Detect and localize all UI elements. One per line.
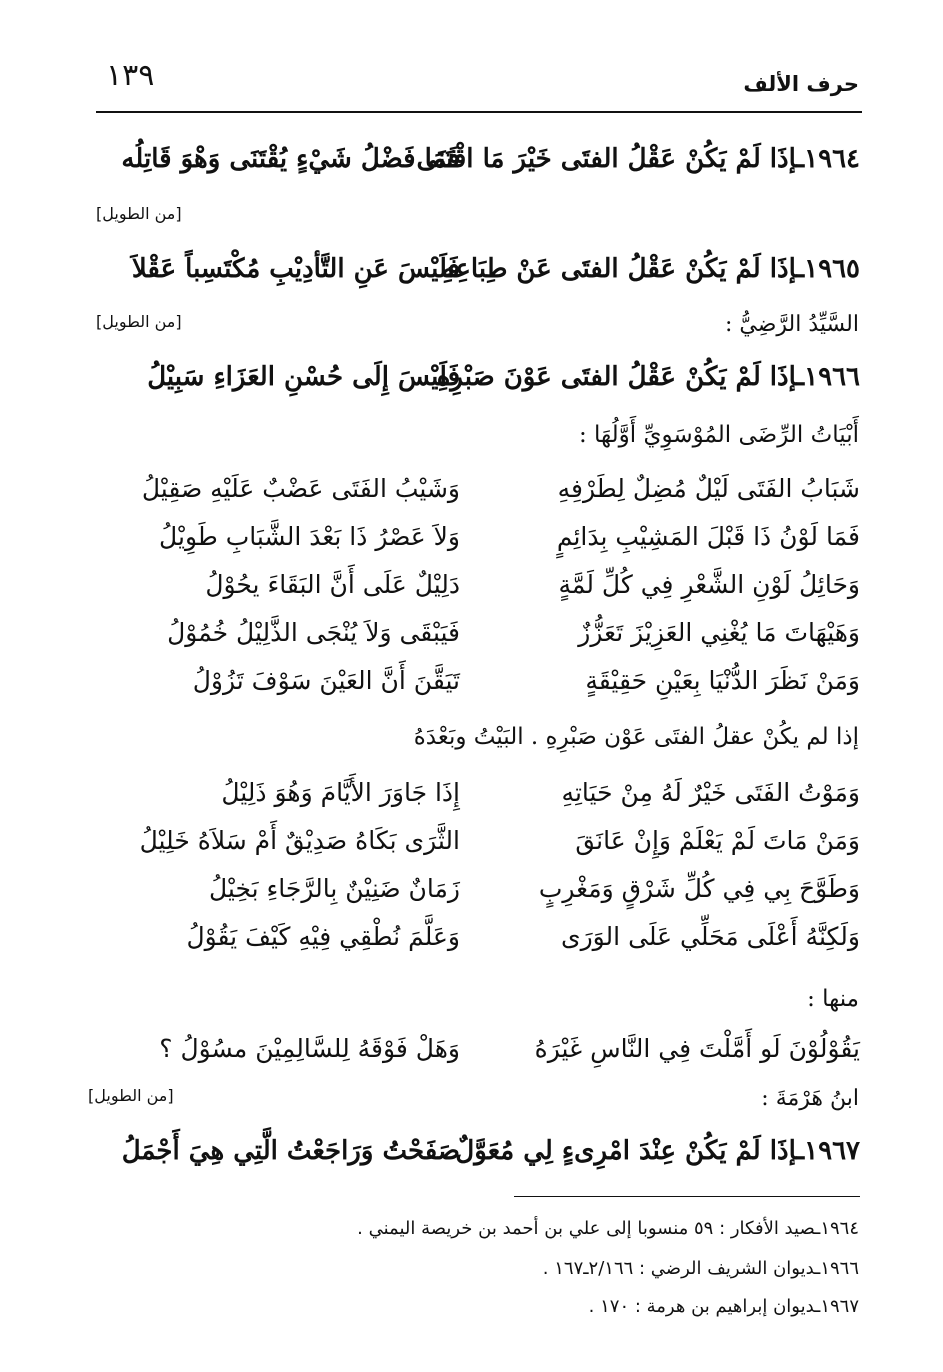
first-hemistich: وَطَوَّحَ بِي فِي كُلِّ شَرْقٍ وَمَغْرِبٍ [538, 874, 860, 903]
verse-1964 [100, 136, 860, 182]
second-hemistich: وَعَلَّمَ نُطْقِي فِيْهِ كَيْفَ يَقُوْلُ [186, 922, 460, 951]
verse-line [100, 658, 860, 704]
second-hemistich: تَيَقَّنَ أَنَّ العَيْنَ سَوْفَ تَزُوْلُ [192, 666, 460, 695]
meter-label: [من الطويل] [88, 1086, 174, 1105]
meter-label: [من الطويل] [96, 204, 182, 223]
verse-line [100, 818, 860, 864]
first-hemistich: فَمَا لَوْنُ ذَا قَبْلَ المَشِيْبِ بِدَائِمٍ [556, 522, 860, 551]
verse-line [100, 610, 860, 656]
hemistich-text: إذَا لَمْ يَكُنْ عَقْلُ الفتَى عَنْ طِبَاعِهِ [441, 254, 797, 284]
first-hemistich: شَبَابُ الفَتَى لَيْلٌ مُضِلٌ لِطَرْفِهِ [557, 474, 860, 503]
footnote: ١٩٦٧ـديوان إبراهيم بن هرمة : ١٧٠ . [588, 1296, 859, 1317]
intro-text: أَبْيَاتُ الرِّضَى المُوْسَوِيِّ أَوَّلُهَا : [578, 422, 859, 448]
verse-1966 [100, 354, 860, 400]
commentary-text: إذا لم يكُنْ عقلُ الفتَى عَوْن صَبْرِهِ . البَيْتُ وبَعْدَهُ [413, 724, 859, 750]
verse-1965 [100, 246, 860, 292]
first-hemistich [441, 246, 860, 292]
first-hemistich: وَهَيْهَاتَ مَا يُغْنِي العَزِيْزَ تَعَزُّزٌ [578, 618, 860, 647]
hemistich-text: إذَا لَمْ يَكُنْ عَقْلُ الفتَى عَوْنَ صَبْرِهِ [436, 362, 797, 392]
second-hemistich: فَلَيْسَ إِلَى حُسْنِ العَزَاءِ سَبِيْلُ [147, 362, 460, 392]
second-hemistich: وَشَيْبُ الفَتَى عَضْبٌ عَلَيْهِ صَقِيْلُ [141, 474, 460, 503]
second-hemistich: وَهَلْ فَوْقَهُ لِلسَّالِمِيْنَ مسُوْلُ ؟ [159, 1034, 460, 1063]
verse-line [100, 514, 860, 560]
second-hemistich: فَمَا فَضْلُ شَيْءٍ يُقْتَنَى وَهْوَ قَاتِلُه [121, 144, 460, 174]
verse-line [100, 1026, 860, 1072]
footnote: ١٩٦٦ـديوان الشريف الرضي : ٢/١٦٦ـ١٦٧ . [542, 1258, 859, 1279]
first-hemistich [455, 1128, 860, 1174]
hemistich-text: إذَا لَمْ يَكُنْ عَقْلُ الفتَى خَيْرَ مَا اقْتَنَى [416, 144, 797, 174]
section-title: حرف الألف [743, 72, 859, 96]
second-hemistich: وَلاَ عَصْرُ ذَا بَعْدَ الشَّبَابِ طَوِيْلُ [159, 522, 460, 551]
verse-number: ١٩٦٦ـ [796, 362, 860, 392]
second-hemistich: دَلِيْلٌ عَلَى أَنَّ البَقَاءَ يحُوْلُ [205, 570, 460, 599]
poet-name: السَّيِّدُ الرَّضِيُّ : [725, 312, 859, 337]
verse-line [100, 866, 860, 912]
first-hemistich: وَلَكِنَّهُ أَعْلَى مَحَلِّي عَلَى الوَرَى [561, 922, 860, 951]
page-number: ١٣٩ [106, 58, 155, 93]
second-hemistich: إِذَا جَاوَرَ الأَيَّامَ وَهُوَ ذَلِيْلُ [221, 778, 460, 807]
first-hemistich: وَمَوْتُ الفَتَى خَيْرٌ لَهُ مِنْ حَيَاتِهِ [561, 778, 860, 807]
verse-line [100, 770, 860, 816]
second-hemistich: الثَّرَى بَكَاهُ صَدِيْقٌ أَمْ سَلاَهُ خَلِيْلُ [139, 826, 460, 855]
verse-line [100, 562, 860, 608]
first-hemistich: وَمَنْ نَظَرَ الدُّنْيَا بِعَيْنِ حَقِيْقَةٍ [585, 666, 860, 695]
first-hemistich: وَحَائِلُ لَوْنِ الشَّعْرِ فِي كُلِّ لَمَّةٍ [558, 570, 860, 599]
header-divider [96, 111, 862, 113]
minha-text: منها : [807, 986, 859, 1012]
first-hemistich: يَقُوْلُوْنَ لَو أَمَّلْتَ فِي النَّاسِ غَيْرَهُ [534, 1034, 860, 1063]
second-hemistich: صَفَحْتُ وَرَاجَعْتُ الَّتِي هِيَ أَجْمَلُ [121, 1136, 460, 1166]
footnote: ١٩٦٤ـصيد الأفكار : ٥٩ منسوبا إلى علي بن أحمد بن خريصة اليمني . [357, 1218, 859, 1239]
verse-line [100, 466, 860, 512]
first-hemistich: وَمَنْ مَاتَ لَمْ يَعْلَمْ وَإِنْ عَانَقَ [575, 826, 860, 855]
verse-number: ١٩٦٤ـ [796, 144, 860, 174]
verse-1967 [100, 1128, 860, 1174]
hemistich-text: إذَا لَمْ يَكُنْ عِنْدَ امْرِىءٍ لِي مُعَوَّلٌ [455, 1136, 797, 1166]
first-hemistich [436, 354, 860, 400]
poet-name: ابنُ هَرْمَةَ : [761, 1086, 859, 1111]
verse-number: ١٩٦٥ـ [796, 254, 860, 284]
verse-line [100, 914, 860, 960]
second-hemistich: فَيَبْقَى وَلاَ يُنْجَى الذَّلِيْلُ خُمُوْلُ [167, 618, 460, 647]
verse-number: ١٩٦٧ـ [796, 1136, 860, 1166]
meter-label: [من الطويل] [96, 312, 182, 331]
first-hemistich [416, 136, 860, 182]
second-hemistich: فَلَيْسَ عَنِ التَّأدِيْبِ مُكْتَسِباً عَقْلاَ [131, 254, 460, 284]
second-hemistich: زَمَانٌ ضَنِيْنٌ بِالرَّجَاءِ بَخِيْلُ [208, 874, 460, 903]
footnote-divider [514, 1196, 860, 1197]
